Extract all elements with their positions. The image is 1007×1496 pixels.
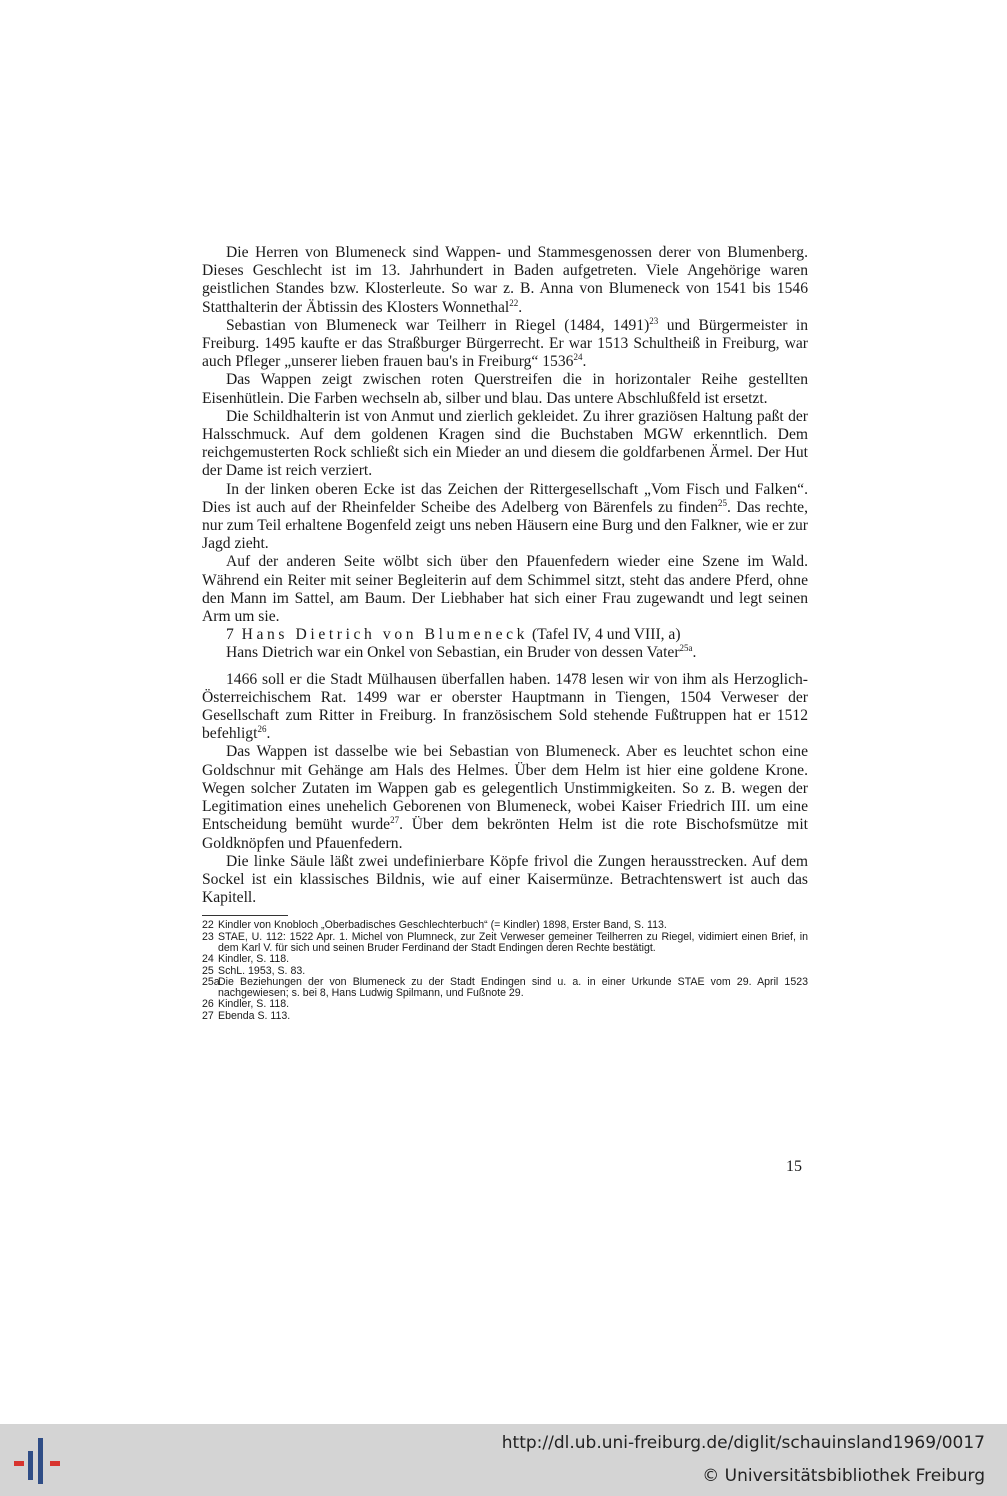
footnotes [202, 920, 808, 1022]
footnote: 23 STAE, U. 112: 1522 Apr. 1. Michel von Plumneck, zur Zeit Verweser gemeiner Teilherren zu Riegel, vidimiert einen Brief, in dem Karl V. für sich und seinen Bruder Ferdinand der Stadt Endingen deren Rechte bestätigt. [202, 930, 808, 954]
body-text [202, 244, 808, 1022]
ub-freiburg-logo-icon [10, 1436, 66, 1486]
paragraph: Das Wappen zeigt zwischen roten Querstreifen die in horizontaler Reihe gestellten Eisenhütlein. Die Farben wechseln ab, silber und blau. Das untere Abschlußfeld ist ersetzt. [202, 371, 808, 407]
footnote: 24 Kindler, S. 118. [202, 953, 290, 966]
section-heading: 7 Hans Dietrich von Blumeneck (Tafel IV, 4 und VIII, a) [226, 626, 681, 644]
footnote-divider [202, 915, 288, 916]
paragraph: Das Wappen ist dasselbe wie bei Sebastian von Blumeneck. Aber es leuchtet schon eine Goldschnur mit Gehänge am Hals des Helmes. Über dem Helm ist hier eine goldene Krone. Wegen solcher Zutaten im Wappen gab es gelegentlich Unstimmigkeiten. So z. B. wegen der Legitimation eines unehelich Geborenen von Blumeneck, wobei Kaiser Friedrich III. um eine Entscheidung bemüht wurde$^{27}$. Über dem bekrönten Helm ist die rote Bischofsmütze mit Goldknöpfen und Pfauenfedern. [202, 743, 808, 852]
source-url-link[interactable]: http://dl.ub.uni-freiburg.de/diglit/schauinsland1969/0017 [501, 1433, 985, 1453]
footer-bar [0, 1424, 1007, 1496]
footnote: 27 Ebenda S. 113. [202, 1009, 291, 1022]
footnote: 26 Kindler, S. 118. [202, 998, 290, 1011]
paragraph: 1466 soll er die Stadt Mülhausen überfallen haben. 1478 lesen wir von ihm als Herzoglich-Österreichischem Rat. 1499 war er oberster Hauptmann in Tiengen, 1504 Verweser der Gesellschaft zum Ritter in Freiburg. In französischem Sold stehende Fußtruppen hat er 1512 befehligt$^{26}$. [202, 670, 808, 743]
footnote: 25 SchL. 1953, S. 83. [202, 964, 306, 977]
paragraph: Auf der anderen Seite wölbt sich über den Pfauenfedern wieder eine Szene im Wald. Während ein Reiter mit seiner Begleiterin auf dem Schimmel sitzt, steht das andere Pferd, ohne den Mann im Sattel, am Baum. Der Liebhaber hat sich einer Frau zugewandt und legt seinen Arm um sie. [202, 553, 808, 626]
footnote: 22 Kindler von Knobloch „Oberbadisches Geschlechterbuch“ (= Kindler) 1898, Erster Band, S. 113. [202, 919, 667, 932]
copyright-text: © Universitätsbibliothek Freiburg [702, 1466, 985, 1486]
paragraph: Hans Dietrich war ein Onkel von Sebastian, ein Bruder von dessen Vater$^{25a}$. [226, 643, 697, 662]
footnote: 25a Die Beziehungen der von Blumeneck zu der Stadt Endingen sind u. a. in einer Urkunde STAE vom 29. April 1523 nachgewiesen; s. bei 8, Hans Ludwig Spilmann, und Fußnote 29. [202, 975, 808, 1000]
paragraph: Die Schildhalterin ist von Anmut und zierlich gekleidet. Zu ihrer graziösen Haltung paßt der Halsschmuck. Auf dem goldenen Kragen sind die Buchstaben MGW erkenntlich. Dem reichgemusterten Rock schließt sich ein Mieder an und diesem die goldfarbenen Ärmel. Der Hut der Dame ist reich verziert. [202, 407, 808, 480]
paragraph: In der linken oberen Ecke ist das Zeichen der Rittergesellschaft „Vom Fisch und Falken“. Dies ist auch auf der Rheinfelder Scheibe des Adelberg von Bärenfels zu finden$^{25}$. Das rechte, nur zum Teil erhaltene Bogenfeld zeigt uns neben Häusern eine Burg und den Falkner, wie er zur Jagd zieht. [202, 480, 808, 553]
paragraph: Die linke Säule läßt zwei undefinierbare Köpfe frivol die Zungen herausstrecken. Auf dem Sockel ist ein klassisches Bildnis, wie auf einer Kaisermünze. Betrachtenswert ist auch das Kapitell. [202, 852, 808, 907]
paragraph: Sebastian von Blumeneck war Teilherr in Riegel (1484, 1491)$^{23}$ und Bürgermeister in Freiburg. 1495 kaufte er das Straßburger Bürgerrecht. Er war 1513 Schultheiß in Freiburg, war auch Pfleger „unserer lieben frauen bau's in Freiburg“ 1536$^{24}$. [202, 315, 808, 371]
paragraph: Die Herren von Blumeneck sind Wappen- und Stammesgenossen derer von Blumenberg. Dieses Geschlecht ist im 13. Jahrhundert in Baden aufgetreten. Viele Angehörige waren geistlichen Standes bzw. Klosterleute. So war z. B. Anna von Blumeneck von 1541 bis 1546 Statthalterin der Äbtissin des Klosters Wonnethal$^{22}$. [202, 244, 808, 316]
page-number: 15 [786, 1158, 802, 1175]
